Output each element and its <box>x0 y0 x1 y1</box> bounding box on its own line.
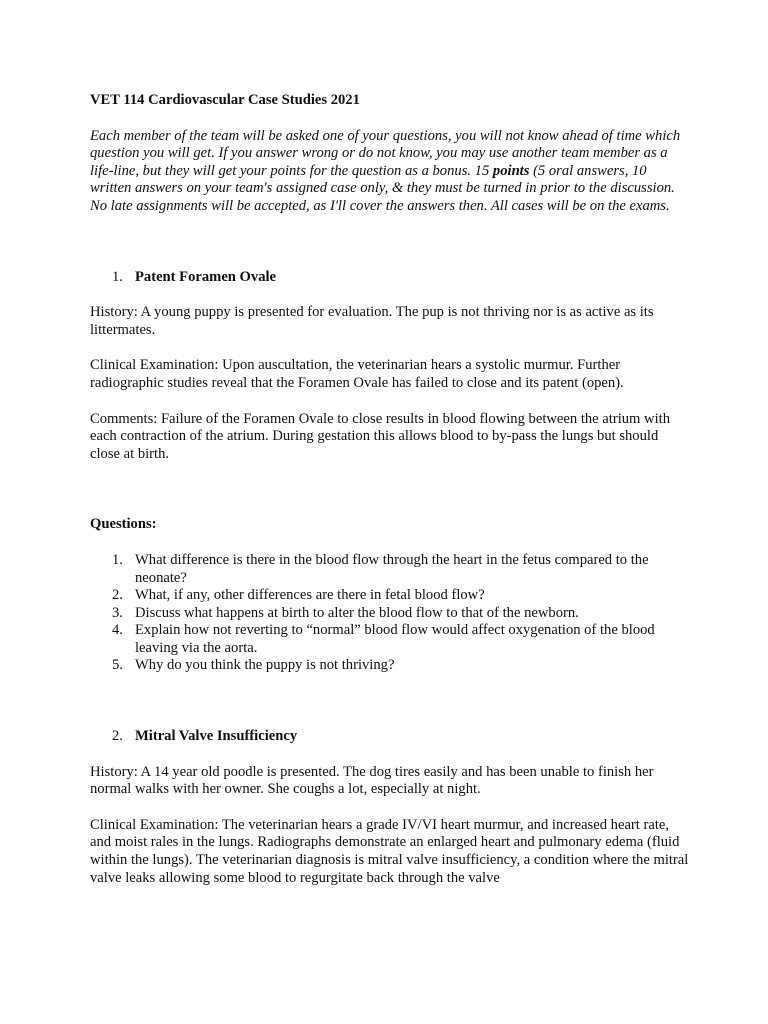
question-text: Why do you think the puppy is not thriving? <box>135 657 395 674</box>
document-title: VET 114 Cardiovascular Case Studies 2021 <box>90 92 360 108</box>
questions-list <box>90 552 690 675</box>
question-text: Explain how not reverting to “normal” blood flow would affect oxygenation of the blood leaving via the aorta. <box>135 622 655 656</box>
case2-history: History: A 14 year old poodle is presented. The dog tires easily and has been unable to finish her normal walks with her owner. She coughs a lot, especially at night. <box>90 763 654 798</box>
question-number: 2. <box>112 587 123 604</box>
question-number: 3. <box>112 604 123 621</box>
case2-number: 2. <box>112 728 123 745</box>
case2-title: Mitral Valve Insufficiency <box>135 728 298 745</box>
list-item <box>90 657 690 675</box>
intro-text-part1: Each member of the team will be asked one of your questions, you will not know ahead of time which question you will get. If you answer wrong or do not know, you may use another team member as a life-line, but they will get your points for the question as a bonus. 15 <box>90 127 681 179</box>
question-text: Discuss what happens at birth to alter the blood flow to that of the newborn. <box>135 604 579 621</box>
questions-heading: Questions: <box>90 516 157 533</box>
case1-number: 1. <box>112 268 123 285</box>
question-number: 1. <box>112 551 123 568</box>
intro-text-part2: (5 oral answers, 10 written answers on your team's assigned case only, & they must be turned in prior to the discussion. No late assignments will be accepted, as I'll cover the answers then. All cases will be on the exams. <box>90 162 675 214</box>
case1-heading <box>90 269 690 287</box>
list-item <box>90 552 690 587</box>
question-number: 5. <box>112 657 123 674</box>
document-page <box>90 92 690 887</box>
case1-title: Patent Foramen Ovale <box>135 268 277 285</box>
intro-points-bold: points <box>492 162 530 179</box>
case1-comments: Comments: Failure of the Foramen Ovale to close results in blood flowing between the atrium with each contraction of the atrium. During gestation this allows blood to by-pass the lungs but should close at birth. <box>90 410 670 462</box>
intro-paragraph <box>90 128 690 216</box>
question-number: 4. <box>112 622 123 639</box>
list-item <box>90 587 690 605</box>
case2-heading <box>90 728 690 746</box>
case2-clinical: Clinical Examination: The veterinarian hears a grade IV/VI heart murmur, and increased heart rate, and moist rales in the lungs. Radiographs demonstrate an enlarged heart and pulmonary edema (fluid within the lungs). The veterinarian diagnosis is mitral valve insufficiency, a condition where the mitral valve leaks allowing some blood to regurgitate back through the valve <box>90 816 689 886</box>
list-item <box>90 622 690 657</box>
case1-history: History: A young puppy is presented for evaluation. The pup is not thriving nor is as active as its littermates. <box>90 304 654 338</box>
list-item <box>90 605 690 623</box>
case1-clinical: Clinical Examination: Upon auscultation, the veterinarian hears a systolic murmur. Further radiographic studies reveal that the Foramen Ovale has failed to close and its patent (open). <box>90 357 624 391</box>
question-text: What difference is there in the blood flow through the heart in the fetus compared to the neonate? <box>135 551 649 586</box>
question-text: What, if any, other differences are there in fetal blood flow? <box>135 587 485 604</box>
